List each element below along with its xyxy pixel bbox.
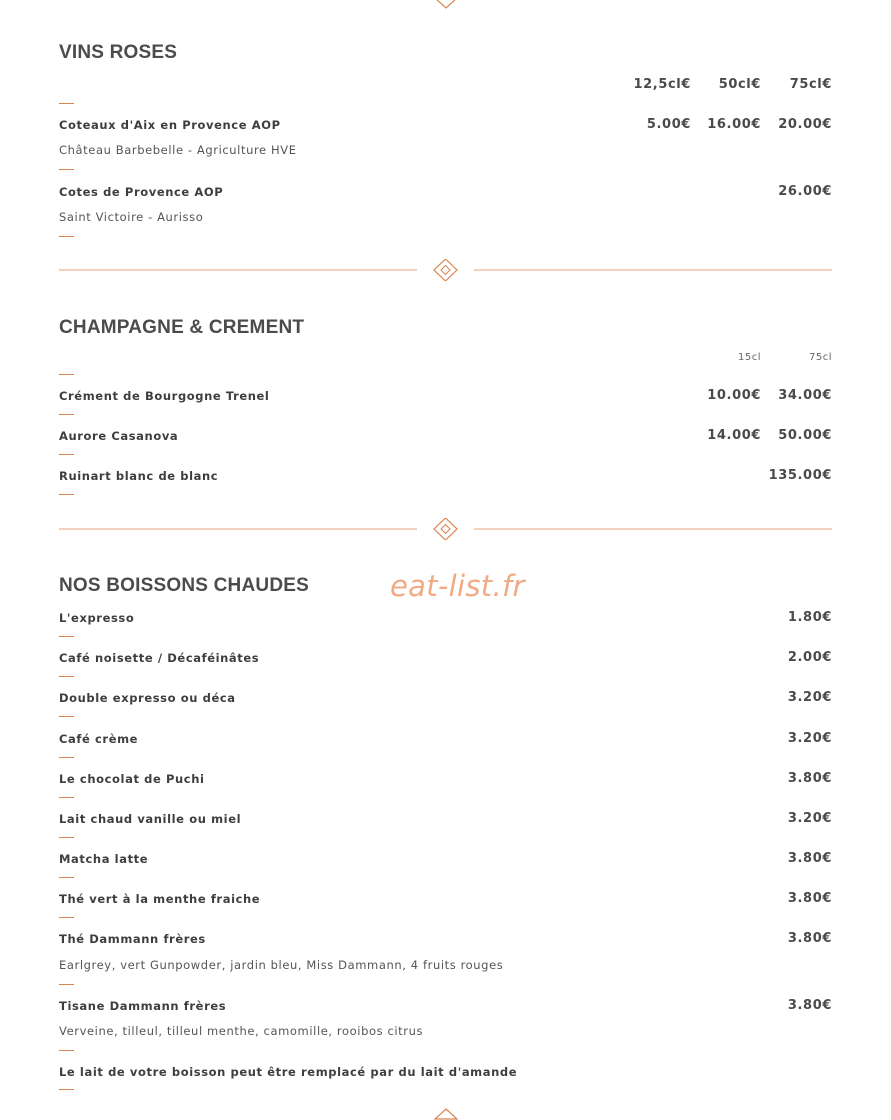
menu-note: Le lait de votre boisson peut être remplacé par du lait d'amande — [59, 1065, 518, 1079]
menu-item-name: Crément de Bourgogne Trenel — [59, 389, 270, 403]
menu-item-name: Aurore Casanova — [59, 429, 179, 443]
item-dash — [59, 103, 74, 104]
column-header-50cl: 50cl€ — [718, 77, 761, 92]
menu-item-description: Château Barbebelle - Agriculture HVE — [59, 143, 297, 157]
section-divider — [59, 518, 832, 540]
menu-item-price: 3.80€ — [787, 931, 832, 946]
menu-item-price: 26.00€ — [778, 184, 832, 199]
menu-item-name: Le chocolat de Puchi — [59, 772, 205, 786]
item-dash — [59, 757, 74, 758]
menu-item-price: 10.00€ — [707, 388, 761, 403]
column-header-75cl: 75cl — [808, 352, 832, 363]
menu-item-price: 20.00€ — [778, 117, 832, 132]
item-dash — [59, 917, 74, 918]
section-title-vins-roses: VINS ROSES — [59, 42, 178, 63]
menu-item-name: Cotes de Provence AOP — [59, 185, 224, 199]
column-header-15cl: 15cl — [737, 352, 761, 363]
item-dash — [59, 984, 74, 985]
menu-item-price: 3.20€ — [787, 690, 832, 705]
item-dash — [59, 636, 74, 637]
menu-item-name: Thé vert à la menthe fraiche — [59, 892, 261, 906]
menu-item-name: Ruinart blanc de blanc — [59, 469, 219, 483]
menu-item-price: 34.00€ — [778, 388, 832, 403]
menu-item-price: 135.00€ — [768, 468, 832, 483]
menu-item-name: Café crème — [59, 732, 139, 746]
section-title-champagne: CHAMPAGNE & CREMENT — [59, 317, 305, 338]
menu-item-description: Earlgrey, vert Gunpowder, jardin bleu, Miss Dammann, 4 fruits rouges — [59, 958, 504, 972]
item-dash — [59, 169, 74, 170]
menu-item-price: 3.20€ — [787, 731, 832, 746]
menu-item-name: Lait chaud vanille ou miel — [59, 812, 242, 826]
menu-item-name: Matcha latte — [59, 852, 149, 866]
column-header-12cl: 12,5cl€ — [633, 77, 691, 92]
menu-item-price: 3.20€ — [787, 811, 832, 826]
menu-item-description: Verveine, tilleul, tilleul menthe, camomille, rooibos citrus — [59, 1024, 424, 1038]
menu-item-price: 1.80€ — [787, 610, 832, 625]
menu-item-description: Saint Victoire - Aurisso — [59, 210, 204, 224]
menu-item-name: Coteaux d'Aix en Provence AOP — [59, 118, 281, 132]
diamond-ornament-bottom — [434, 1108, 458, 1120]
watermark-text: eat-list.fr — [390, 569, 525, 603]
item-dash — [59, 837, 74, 838]
item-dash — [59, 1089, 74, 1090]
menu-item-price: 50.00€ — [778, 428, 832, 443]
menu-item-price: 3.80€ — [787, 771, 832, 786]
menu-item-price: 3.80€ — [787, 851, 832, 866]
menu-item-name: L'expresso — [59, 611, 135, 625]
menu-item-name: Tisane Dammann frères — [59, 999, 227, 1013]
item-dash — [59, 454, 74, 455]
item-dash — [59, 716, 74, 717]
menu-item-price: 3.80€ — [787, 998, 832, 1013]
diamond-ornament-top — [434, 0, 458, 10]
item-dash — [59, 877, 74, 878]
menu-item-price: 3.80€ — [787, 891, 832, 906]
item-dash — [59, 414, 74, 415]
item-dash — [59, 1050, 74, 1051]
diamond-ornament-icon — [434, 518, 457, 540]
menu-item-price: 5.00€ — [646, 117, 691, 132]
menu-item-name: Double expresso ou déca — [59, 691, 236, 705]
section-divider — [59, 259, 832, 281]
item-dash — [59, 494, 74, 495]
menu-item-price: 14.00€ — [707, 428, 761, 443]
column-header-75cl: 75cl€ — [789, 77, 832, 92]
menu-item-price: 2.00€ — [787, 650, 832, 665]
item-dash — [59, 236, 74, 237]
menu-item-price: 16.00€ — [707, 117, 761, 132]
section-title-boissons-chaudes: NOS BOISSONS CHAUDES — [59, 575, 309, 596]
item-dash — [59, 797, 74, 798]
diamond-ornament-icon — [434, 259, 457, 281]
menu-item-name: Café noisette / Décaféinâtes — [59, 651, 260, 665]
item-dash — [59, 374, 74, 375]
menu-item-name: Thé Dammann frères — [59, 932, 206, 946]
item-dash — [59, 676, 74, 677]
